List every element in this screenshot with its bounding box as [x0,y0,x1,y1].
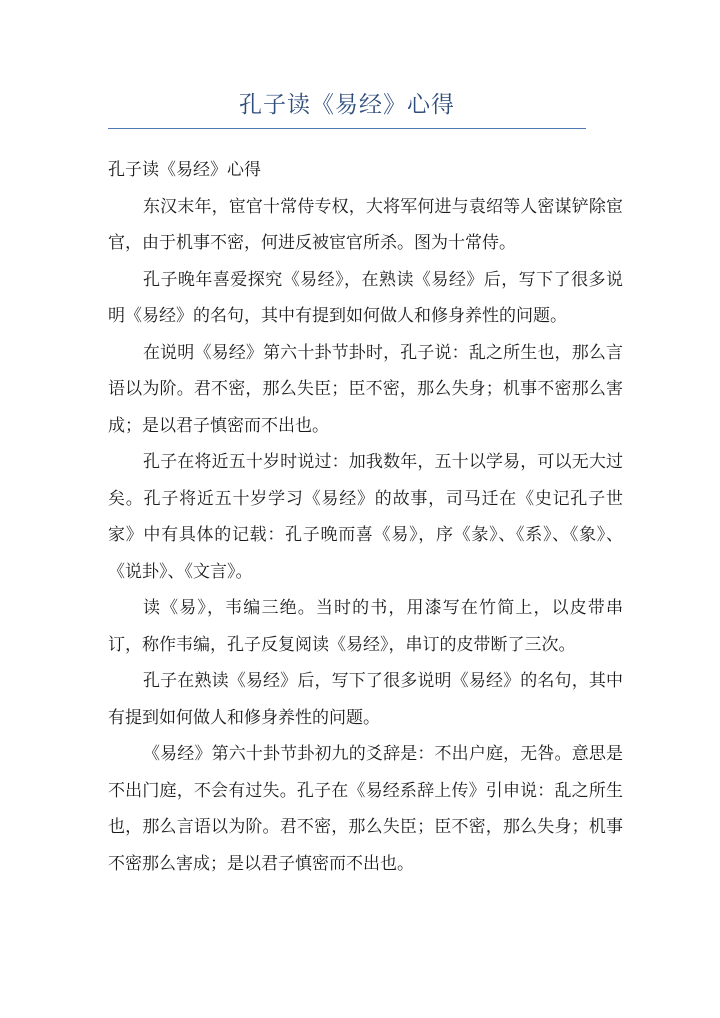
paragraph: 读《易》，韦编三绝。当时的书，用漆写在竹简上，以皮带串订，称作韦编，孔子反复阅读《易经》，串订的皮带断了三次。 [108,598,623,655]
paragraph: 在说明《易经》第六十卦节卦时，孔子说：乱之所生也，那么言语以为阶。君不密，那么失臣；臣不密，那么失身；机事不密那么害成；是以君子慎密而不出也。 [108,342,623,436]
paragraph: 孔子在将近五十岁时说过：加我数年，五十以学易，可以无大过矣。孔子将近五十岁学习《易经》的故事，司马迁在《史记孔子世家》中有具体的记载：孔子晚而喜《易》，序《彖》、《系》、《象》、《说卦》、《文言》。 [108,452,623,582]
title-divider [108,128,586,129]
paragraph: 《易经》第六十卦节卦初九的爻辞是：不出户庭，无咎。意思是不出门庭，不会有过失。孔子在《易经系辞上传》引申说：乱之所生也，那么言语以为阶。君不密，那么失臣；臣不密，那么失身；机事不密那么害成；是以君子慎密而不出也。 [108,744,623,874]
document-body [108,152,623,882]
section-heading: 孔子读《易经》心得 [108,160,261,180]
page-title: 孔子读《易经》心得 [239,92,455,118]
paragraph: 东汉末年，宦官十常侍专权，大将军何进与袁绍等人密谋铲除宦官，由于机事不密，何进反被宦官所杀。图为十常侍。 [108,196,623,253]
paragraph: 孔子晚年喜爱探究《易经》，在熟读《易经》后，写下了很多说明《易经》的名句，其中有提到如何做人和修身养性的问题。 [108,269,623,326]
paragraph: 孔子在熟读《易经》后，写下了很多说明《易经》的名句，其中有提到如何做人和修身养性的问题。 [108,671,623,728]
